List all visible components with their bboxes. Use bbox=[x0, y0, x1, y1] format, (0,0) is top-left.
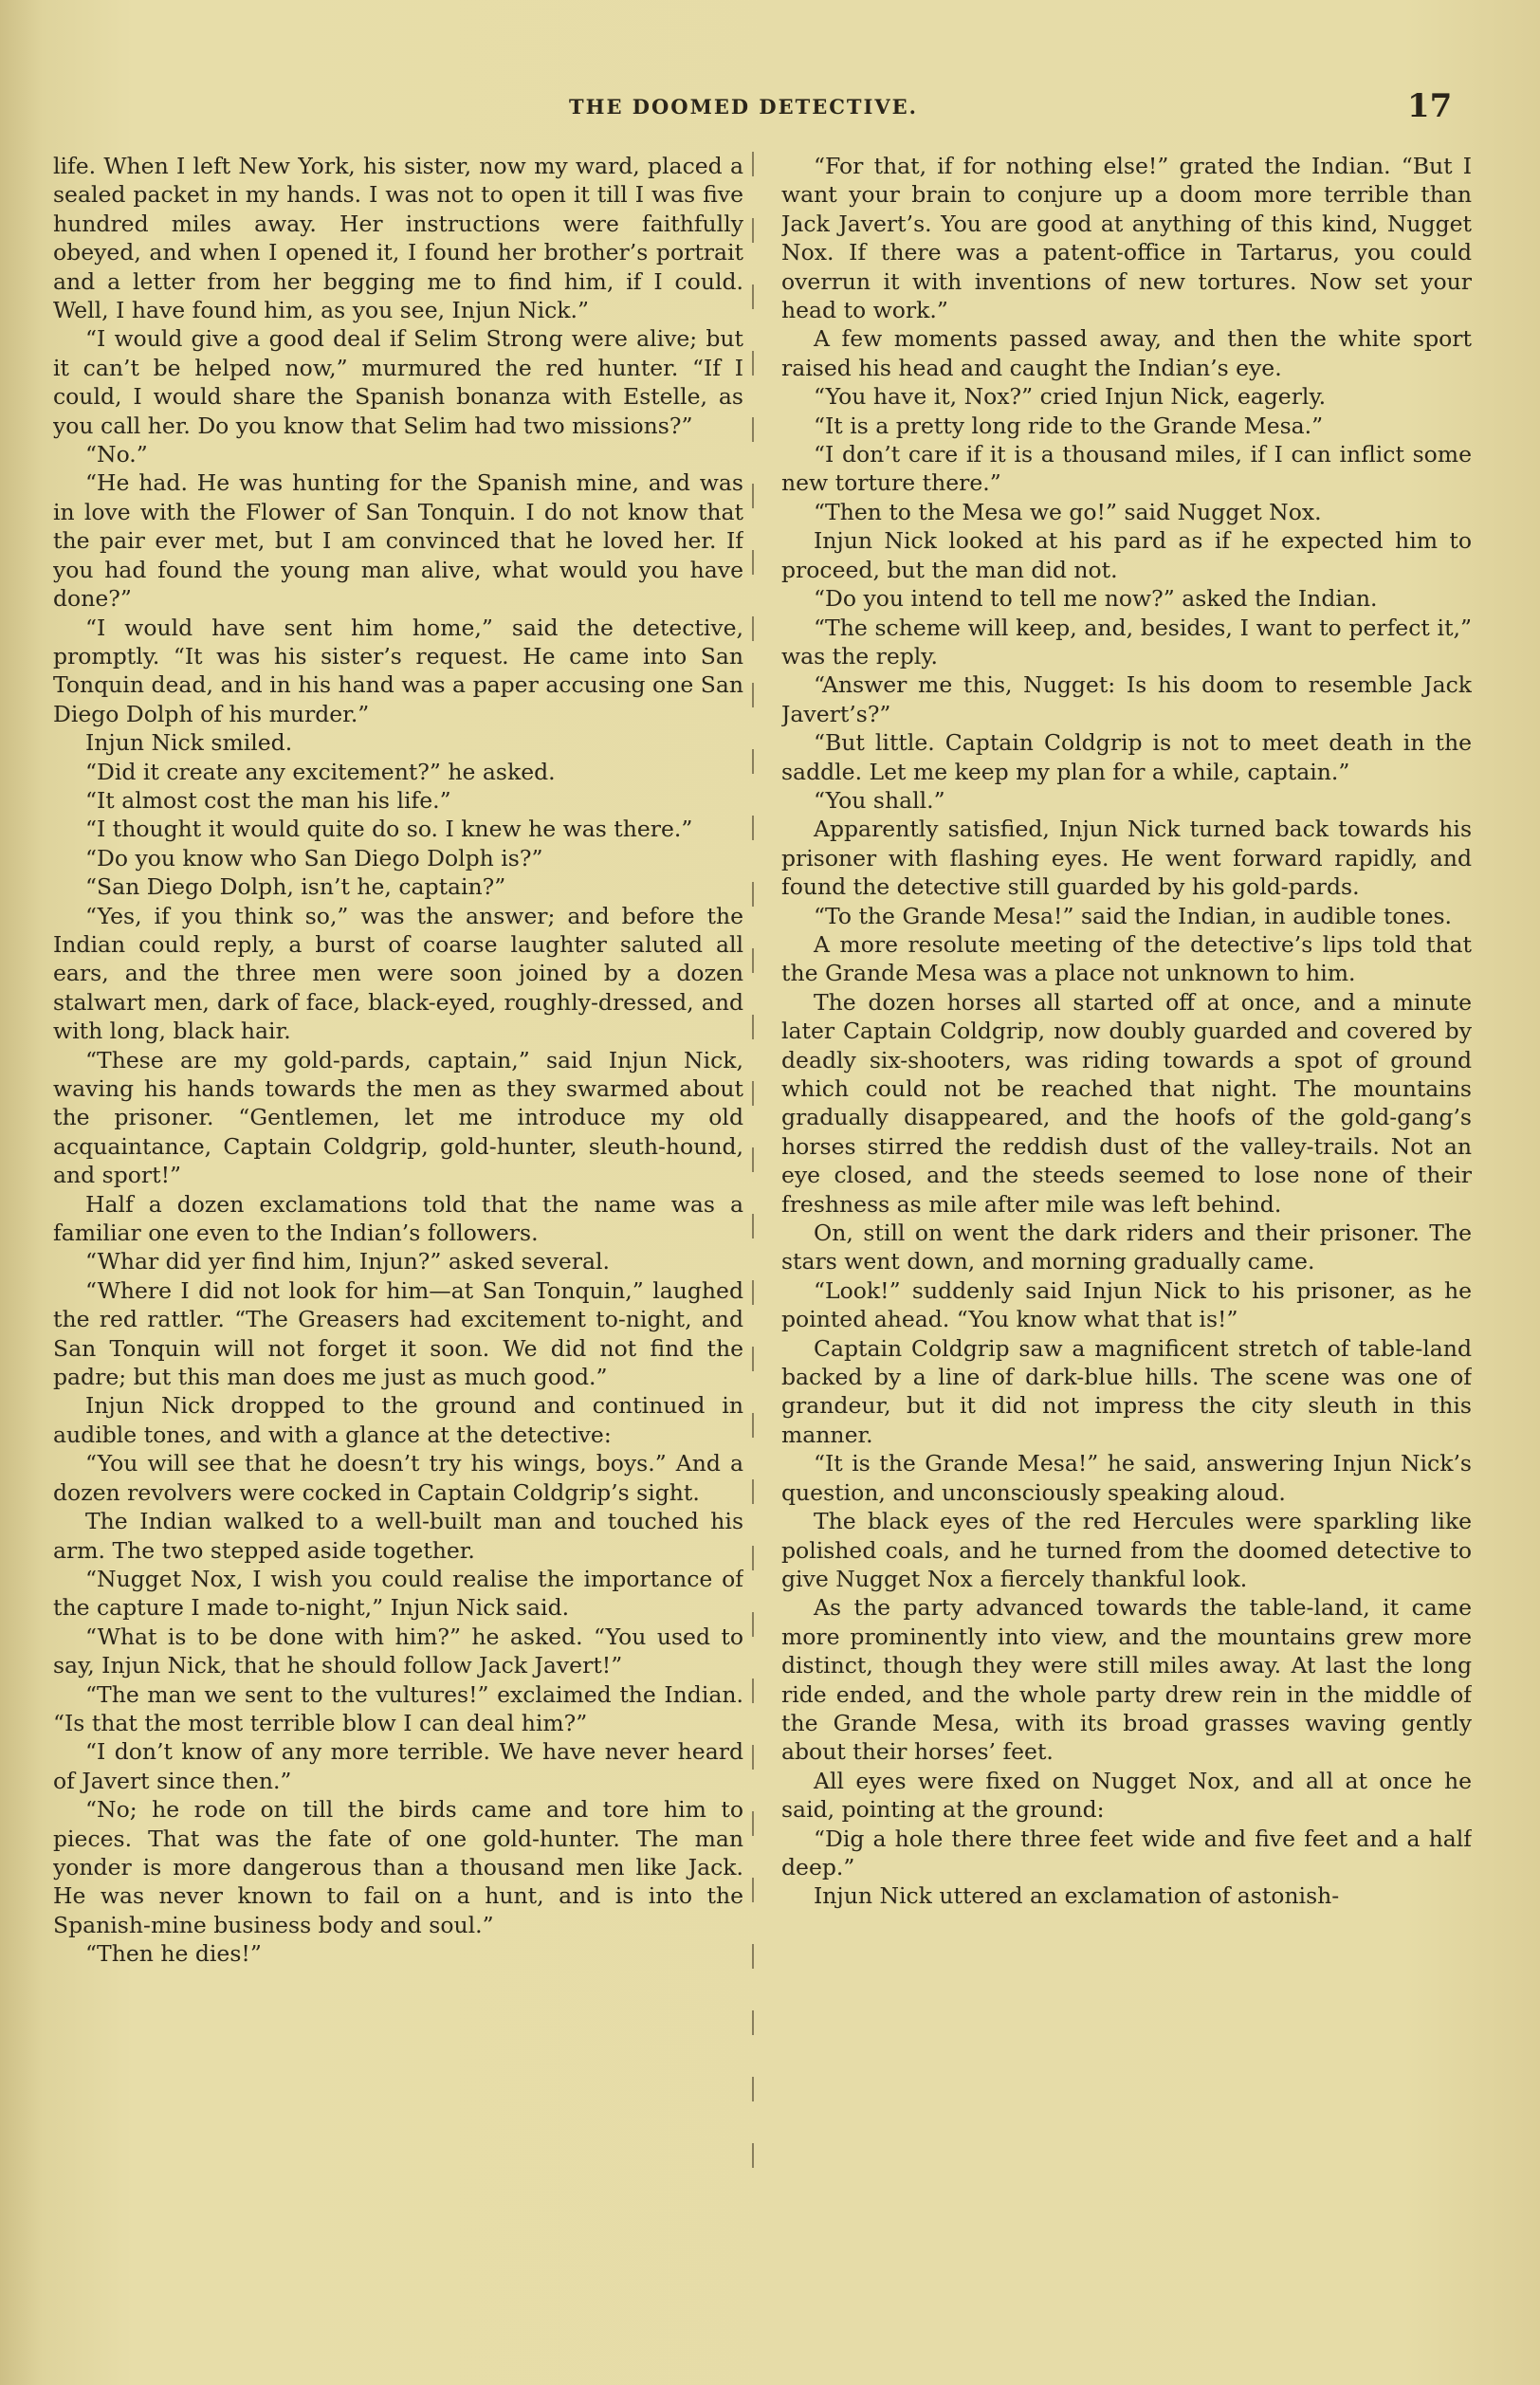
running-title: THE DOOMED DETECTIVE. bbox=[569, 95, 918, 119]
paragraph: Injun Nick smiled. bbox=[85, 729, 293, 757]
paragraph: “But little. Captain Coldgrip is not to meet death in the saddle. Let me keep my plan for a while, captain.” bbox=[781, 729, 1472, 785]
paragraph: “Nugget Nox, I wish you could realise the importance of the capture I made to-night,” Injun Nick said. bbox=[53, 1565, 743, 1622]
paragraph: “The man we sent to the vultures!” exclaimed the Indian. “Is that the most terrible blow I can deal him?” bbox=[53, 1680, 743, 1736]
paragraph: “I thought it would quite do so. I knew he was there.” bbox=[85, 816, 693, 843]
paragraph: life. When I left New York, his sister, now my ward, placed a sealed packet in my hands. I was not to open it till I was five hundred miles away. Her instructions were faithfully obeyed, and when I opened it, I found her brother’s portrait and a letter from her begging me to find him, if I could. Well, I have found him, as you see, Injun Nick.” bbox=[53, 153, 743, 324]
paragraph: “Whar did yer find him, Injun?” asked several. bbox=[85, 1248, 610, 1275]
paragraph: “It is the Grande Mesa!” he said, answering Injun Nick’s question, and unconsciously speaking aloud. bbox=[781, 1450, 1472, 1506]
paragraph: Injun Nick dropped to the ground and continued in audible tones, and with a glance at the detective: bbox=[53, 1392, 743, 1448]
paragraph: “Do you know who San Diego Dolph is?” bbox=[85, 844, 543, 871]
paragraph: As the party advanced towards the table-land, it came more prominently into view, and the mountains grew more distinct, though they were still miles away. At last the long ride ended, and the whole party drew rein in the middle of the Grande Mesa, with its broad grasses waving gently about their horses’ feet. bbox=[781, 1594, 1472, 1766]
paragraph: “I don’t care if it is a thousand miles, if I can inflict some new torture there.” bbox=[781, 441, 1472, 497]
paragraph: A more resolute meeting of the detective’s lips told that the Grande Mesa was a place not unknown to him. bbox=[781, 930, 1472, 987]
paragraph: The dozen horses all started off at once, and a minute later Captain Coldgrip, now doubly guarded and covered by deadly six-shooters, was riding towards a spot of ground which could not be reached that night. The mountains gradually disappeared, and the hoofs of the gold-gang’s horses stirred the reddish dust of the valley-trails. Not an eye closed, and the steeds seemed to lose none of their freshness as mile after mile was left behind. bbox=[781, 988, 1472, 1218]
paragraph: “Answer me this, Nugget: Is his doom to resemble Jack Javert’s?” bbox=[781, 671, 1472, 727]
paragraph: “I would give a good deal if Selim Strong were alive; but it can’t be helped now,” murmured the red hunter. “If I could, I would share the Spanish bonanza with Estelle, as you call her. Do you know that Selim had two missions?” bbox=[53, 325, 743, 439]
paragraph: Captain Coldgrip saw a magnificent stretch of table-land backed by a line of dark-blue hills. The scene was one of grandeur, but it did not impress the city sleuth in this manner. bbox=[781, 1334, 1472, 1448]
paragraph: “You shall.” bbox=[814, 786, 945, 814]
paragraph: “Then he dies!” bbox=[85, 1940, 262, 1968]
paragraph: “It is a pretty long ride to the Grande Mesa.” bbox=[814, 412, 1324, 439]
paragraph: “What is to be done with him?” he asked. “You used to say, Injun Nick, that he should follow Jack Javert!” bbox=[53, 1623, 743, 1679]
column-divider bbox=[752, 152, 754, 2200]
paragraph: “Yes, if you think so,” was the answer; and before the Indian could reply, a burst of coarse laughter saluted all ears, and the three men were soon joined by a dozen stalwart men, dark of face, black-eyed, roughly-dressed, and with long, black hair. bbox=[53, 902, 743, 1045]
page-number: 17 bbox=[1407, 87, 1453, 125]
paragraph: “The scheme will keep, and, besides, I want to perfect it,” was the reply. bbox=[781, 614, 1472, 670]
paragraph: “San Diego Dolph, isn’t he, captain?” bbox=[85, 873, 506, 901]
paragraph: “I would have sent him home,” said the detective, promptly. “It was his sister’s request. He came into San Tonquin dead, and in his hand was a paper accusing one San Diego Dolph of his murder.” bbox=[53, 614, 743, 727]
right-text-column bbox=[781, 152, 1472, 2238]
paragraph: “Look!” suddenly said Injun Nick to his prisoner, as he pointed ahead. “You know what that is!” bbox=[781, 1276, 1472, 1333]
paragraph: Injun Nick uttered an exclamation of astonish- bbox=[814, 1882, 1340, 1910]
paragraph: “No; he rode on till the birds came and tore him to pieces. That was the fate of one gold-hunter. The man yonder is more dangerous than a thousand men like Jack. He was never known to fail on a hunt, and is into the Spanish-mine business body and soul.” bbox=[53, 1796, 743, 1938]
paragraph: “Where I did not look for him—at San Tonquin,” laughed the red rattler. “The Greasers had excitement to-night, and San Tonquin will not forget it soon. We did not find the padre; but this man does me just as much good.” bbox=[53, 1276, 743, 1391]
paragraph: Injun Nick looked at his pard as if he expected him to proceed, but the man did not. bbox=[781, 527, 1472, 583]
paragraph: “Dig a hole there three feet wide and five feet and a half deep.” bbox=[781, 1825, 1472, 1880]
paragraph: “You will see that he doesn’t try his wings, boys.” And a dozen revolvers were cocked in Captain Coldgrip’s sight. bbox=[53, 1450, 743, 1506]
left-text-column bbox=[53, 152, 743, 2238]
paragraph: “Do you intend to tell me now?” asked the Indian. bbox=[814, 585, 1378, 613]
paragraph: “Did it create any excitement?” he asked. bbox=[85, 758, 556, 785]
paragraph: “I don’t know of any more terrible. We have never heard of Javert since then.” bbox=[53, 1738, 743, 1794]
paragraph: “It almost cost the man his life.” bbox=[85, 786, 451, 814]
paragraph: The black eyes of the red Hercules were sparkling like polished coals, and he turned from the doomed detective to give Nugget Nox a fiercely thankful look. bbox=[781, 1508, 1472, 1592]
paragraph: A few moments passed away, and then the white sport raised his head and caught the Indian’s eye. bbox=[781, 325, 1472, 381]
paragraph: Apparently satisfied, Injun Nick turned back towards his prisoner with flashing eyes. He went forward rapidly, and found the detective still guarded by his gold-pards. bbox=[781, 816, 1472, 901]
paragraph: All eyes were fixed on Nugget Nox, and all at once he said, pointing at the ground: bbox=[781, 1767, 1472, 1824]
paragraph: “Then to the Mesa we go!” said Nugget Nox. bbox=[814, 498, 1322, 525]
paragraph: “He had. He was hunting for the Spanish mine, and was in love with the Flower of San Tonquin. I do not know that the pair ever met, but I am convinced that he loved her. If you had found the young man alive, what would you have done?” bbox=[53, 469, 743, 613]
paragraph: On, still on went the dark riders and their prisoner. The stars went down, and morning gradually came. bbox=[781, 1220, 1472, 1275]
paragraph: Half a dozen exclamations told that the name was a familiar one even to the Indian’s followers. bbox=[53, 1190, 743, 1247]
paragraph: “These are my gold-pards, captain,” said Injun Nick, waving his hands towards the men as they swarmed about the prisoner. “Gentlemen, let me introduce my old acquaintance, Captain Coldgrip, gold-hunter, sleuth-hound, and sport!” bbox=[53, 1046, 743, 1189]
paragraph: “For that, if for nothing else!” grated the Indian. “But I want your brain to conjure up a doom more terrible than Jack Javert’s. You are good at anything of this kind, Nugget Nox. If there was a patent-office in Tartarus, you could overrun it with inventions of new tortures. Now set your head to work.” bbox=[781, 153, 1472, 324]
paragraph: The Indian walked to a well-built man and touched his arm. The two stepped aside together. bbox=[53, 1508, 743, 1564]
paragraph: “No.” bbox=[85, 441, 148, 468]
paragraph: “To the Grande Mesa!” said the Indian, in audible tones. bbox=[814, 902, 1453, 929]
page-header bbox=[0, 87, 1540, 129]
paragraph: “You have it, Nox?” cried Injun Nick, eagerly. bbox=[814, 383, 1327, 411]
